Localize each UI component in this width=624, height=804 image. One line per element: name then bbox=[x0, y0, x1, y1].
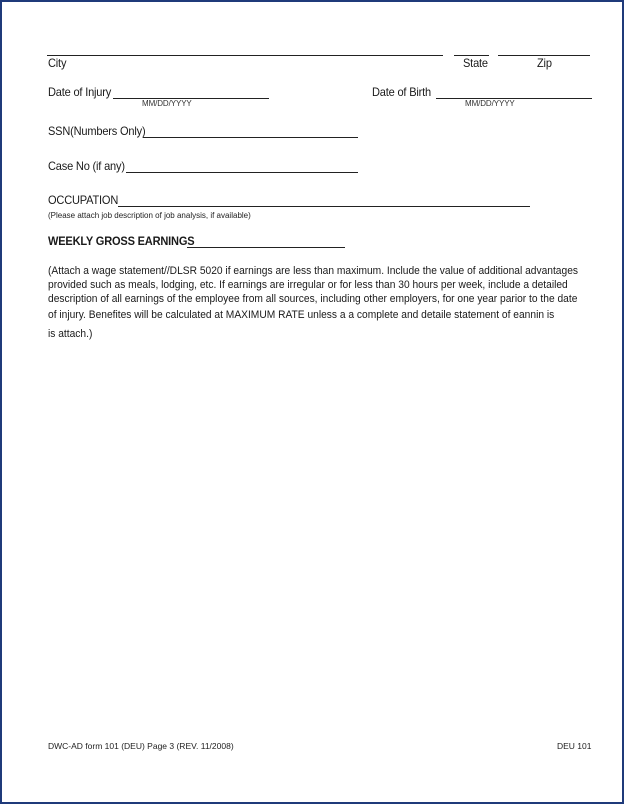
occupation-field[interactable] bbox=[118, 206, 530, 207]
date-of-birth-label: Date of Birth bbox=[372, 85, 431, 99]
date-of-birth-hint: MM/DD/YYYY bbox=[465, 99, 515, 108]
weekly-gross-earnings-field[interactable] bbox=[187, 247, 345, 248]
instructions-line-3: description of all earnings of the employee from all sources, including other employers, for one year parior to the date bbox=[48, 293, 578, 305]
instructions-line-4: of injury. Benefites will be calculated at MAXIMUM RATE unless a a complete and detaile statement of eannin is bbox=[48, 309, 555, 321]
ssn-label: SSN(Numbers Only) bbox=[48, 124, 146, 138]
instructions-line-2: provided such as meals, lodging, etc. If earnings are irregular or for less than 30 hours per week, include a detailed bbox=[48, 279, 568, 291]
instructions-line-1: (Attach a wage statement//DLSR 5020 if earnings are less than maximum. Include the value of additional advantages bbox=[48, 265, 578, 277]
occupation-label: OCCUPATION bbox=[48, 193, 119, 207]
case-number-field[interactable] bbox=[126, 172, 358, 173]
instructions-line-5: is attach.) bbox=[48, 328, 93, 340]
date-of-injury-label: Date of Injury bbox=[48, 85, 112, 99]
weekly-gross-earnings-label: WEEKLY GROSS EARNINGS bbox=[48, 234, 195, 248]
city-field[interactable] bbox=[47, 55, 443, 56]
state-label: State bbox=[463, 56, 488, 70]
date-of-injury-hint: MM/DD/YYYY bbox=[142, 99, 192, 108]
occupation-note: (Please attach job description of job analysis, if available) bbox=[48, 211, 251, 220]
form-code: DEU 101 bbox=[557, 741, 592, 751]
ssn-field[interactable] bbox=[143, 137, 358, 138]
case-number-label: Case No (if any) bbox=[48, 159, 125, 173]
form-identifier: DWC-AD form 101 (DEU) Page 3 (REV. 11/2008) bbox=[48, 741, 234, 751]
zip-label: Zip bbox=[537, 56, 552, 70]
city-label: City bbox=[48, 56, 67, 70]
